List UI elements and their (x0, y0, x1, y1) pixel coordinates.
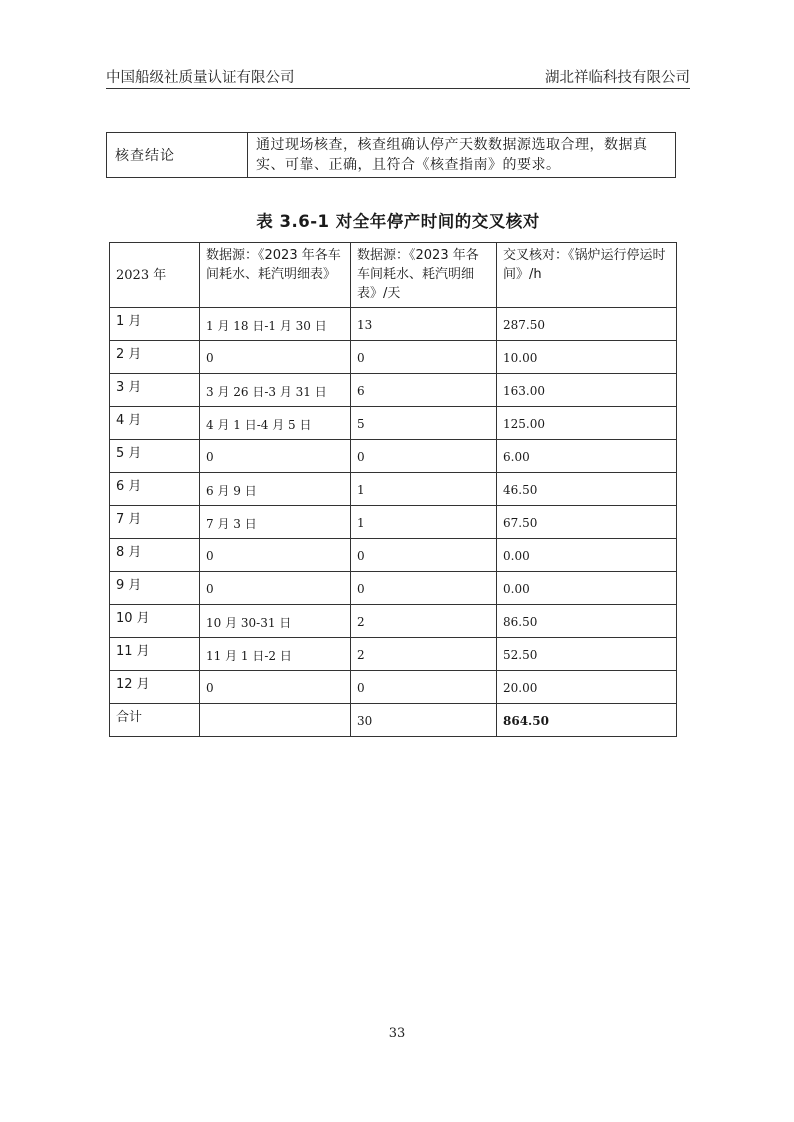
period-cell: 7 月 3 日 (200, 506, 351, 539)
hours-cell: 6.00 (497, 440, 677, 473)
table-caption: 表 3.6-1 对全年停产时间的交叉核对 (256, 212, 540, 231)
days-cell: 0 (351, 341, 497, 374)
days-cell: 2 (351, 605, 497, 638)
hours-cell: 0.00 (497, 572, 677, 605)
days-cell: 0 (351, 440, 497, 473)
month-cell: 11 月 (110, 638, 200, 671)
hours-cell: 46.50 (497, 473, 677, 506)
total-days-cell: 30 (351, 704, 497, 737)
period-cell: 3 月 26 日-3 月 31 日 (200, 374, 351, 407)
month-cell: 9 月 (110, 572, 200, 605)
period-cell: 0 (200, 440, 351, 473)
table-row (110, 440, 677, 473)
table-row (110, 341, 677, 374)
month-cell: 5 月 (110, 440, 200, 473)
month-cell: 7 月 (110, 506, 200, 539)
month-cell: 1 月 (110, 308, 200, 341)
table-row (110, 638, 677, 671)
hours-cell: 287.50 (497, 308, 677, 341)
conclusion-table (106, 132, 676, 178)
days-cell: 6 (351, 374, 497, 407)
total-hours-cell: 864.50 (497, 704, 677, 737)
header-crosscheck-hours: 交叉核对：《锅炉运行停运时间》/h (497, 243, 677, 308)
period-cell: 0 (200, 572, 351, 605)
page-header (106, 64, 690, 89)
hours-cell: 10.00 (497, 341, 677, 374)
header-left-org: 中国船级社质量认证有限公司 (106, 70, 295, 86)
month-cell: 8 月 (110, 539, 200, 572)
days-cell: 13 (351, 308, 497, 341)
table-row (110, 572, 677, 605)
header-year: 2023 年 (110, 243, 200, 308)
month-cell: 6 月 (110, 473, 200, 506)
table-total-row (110, 704, 677, 737)
days-cell: 2 (351, 638, 497, 671)
table-header-row (110, 243, 677, 308)
table-row (110, 374, 677, 407)
days-cell: 0 (351, 539, 497, 572)
period-cell: 4 月 1 日-4 月 5 日 (200, 407, 351, 440)
hours-cell: 86.50 (497, 605, 677, 638)
table-row (110, 407, 677, 440)
period-cell: 10 月 30-31 日 (200, 605, 351, 638)
month-cell: 4 月 (110, 407, 200, 440)
days-cell: 5 (351, 407, 497, 440)
conclusion-label: 核查结论 (107, 133, 248, 178)
period-cell: 0 (200, 341, 351, 374)
days-cell: 1 (351, 506, 497, 539)
downtime-table (109, 242, 677, 737)
hours-cell: 125.00 (497, 407, 677, 440)
month-cell: 12 月 (110, 671, 200, 704)
month-cell: 3 月 (110, 374, 200, 407)
table-row (110, 308, 677, 341)
month-cell: 2 月 (110, 341, 200, 374)
header-source-period: 数据源：《2023 年各车间耗水、耗汽明细表》 (200, 243, 351, 308)
period-cell: 0 (200, 539, 351, 572)
header-source-days: 数据源：《2023 年各车间耗水、耗汽明细表》/天 (351, 243, 497, 308)
table-row (110, 671, 677, 704)
table-row (110, 473, 677, 506)
days-cell: 1 (351, 473, 497, 506)
total-period-cell (200, 704, 351, 737)
table-row (110, 605, 677, 638)
days-cell: 0 (351, 671, 497, 704)
month-cell: 10 月 (110, 605, 200, 638)
hours-cell: 67.50 (497, 506, 677, 539)
hours-cell: 163.00 (497, 374, 677, 407)
days-cell: 0 (351, 572, 497, 605)
conclusion-text: 通过现场核查，核查组确认停产天数数据源选取合理，数据真实、可靠、正确，且符合《核查指南》的要求。 (248, 133, 676, 178)
period-cell: 6 月 9 日 (200, 473, 351, 506)
period-cell: 11 月 1 日-2 日 (200, 638, 351, 671)
table-row (110, 539, 677, 572)
period-cell: 1 月 18 日-1 月 30 日 (200, 308, 351, 341)
hours-cell: 20.00 (497, 671, 677, 704)
hours-cell: 52.50 (497, 638, 677, 671)
header-right-org: 湖北祥临科技有限公司 (545, 70, 690, 86)
page-number: 33 (388, 1026, 406, 1041)
table-row (110, 506, 677, 539)
hours-cell: 0.00 (497, 539, 677, 572)
period-cell: 0 (200, 671, 351, 704)
total-label-cell: 合计 (110, 704, 200, 737)
